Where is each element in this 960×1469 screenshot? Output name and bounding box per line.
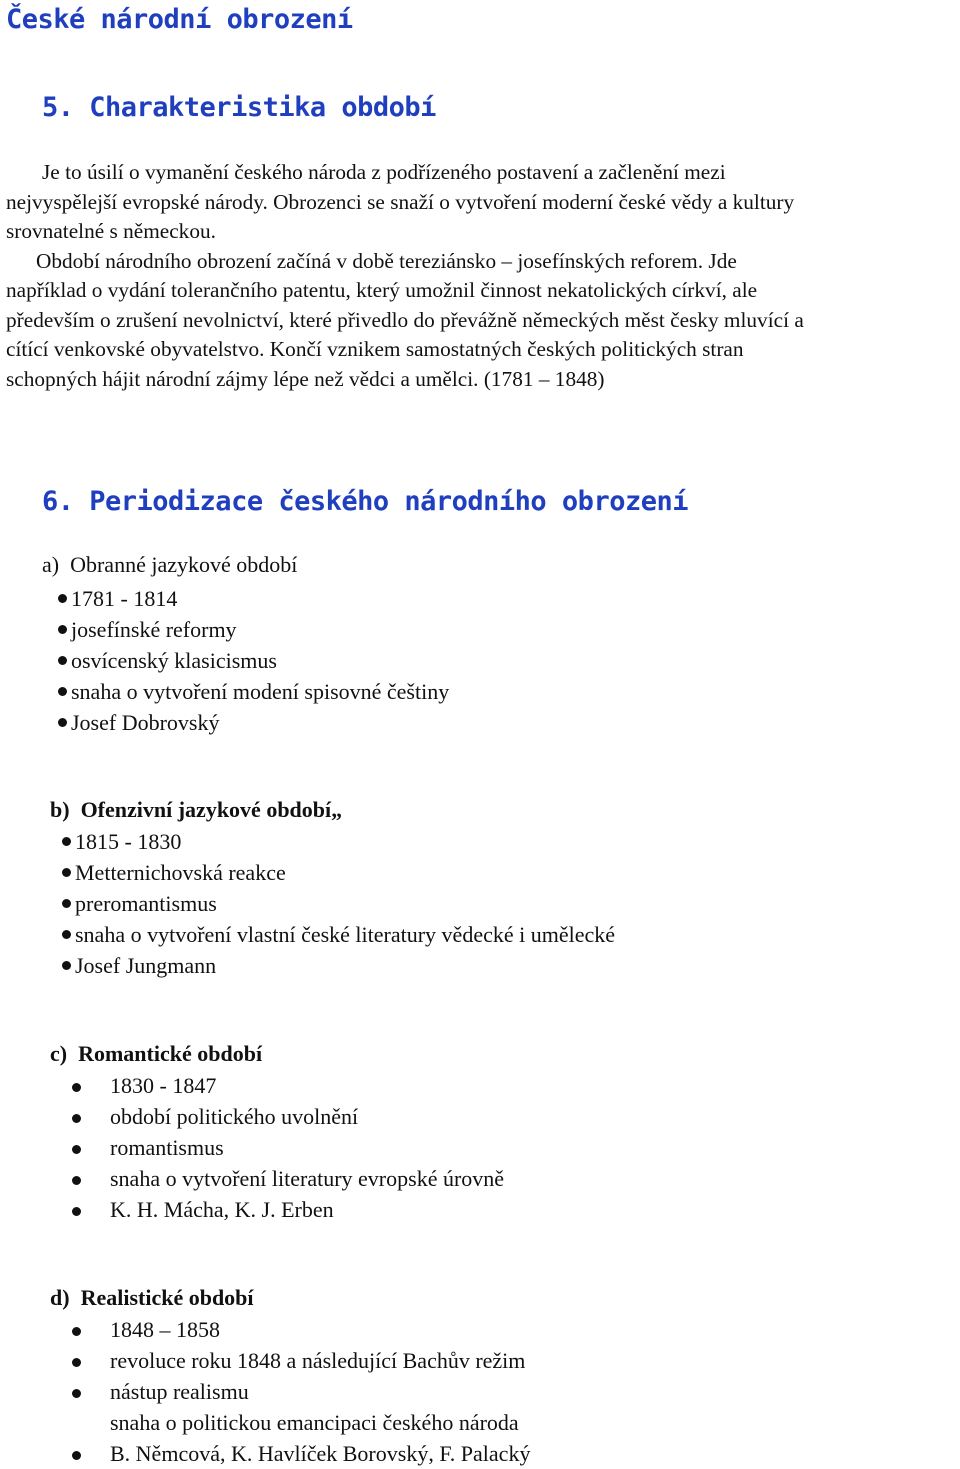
list-item: snaha o vytvoření vlastní české literatury vědecké i umělecké [56, 919, 615, 950]
list-item: josefínské reformy [52, 614, 449, 645]
bullet-icon [62, 868, 71, 877]
bullet-icon [58, 687, 67, 696]
bullet-icon [72, 1358, 81, 1367]
bullet-icon [72, 1176, 81, 1185]
bullet-icon [72, 1083, 81, 1092]
period-b-list [56, 826, 615, 981]
paragraph-line: především o zrušení nevolnictví, které přivedlo do převážně německých měst česky mluvící a [6, 307, 804, 332]
bullet-icon [72, 1327, 81, 1336]
bullet-icon [72, 1389, 81, 1398]
period-d-list [0, 1314, 700, 1469]
list-item: snaha o vytvoření literatury evropské úrovně [0, 1163, 700, 1194]
list-item: preromantismus [56, 888, 615, 919]
bullet-icon [62, 899, 71, 908]
bullet-icon [62, 930, 71, 939]
list-item: období politického uvolnění [0, 1101, 700, 1132]
bullet-icon [58, 625, 67, 634]
list-item: Josef Jungmann [56, 950, 615, 981]
paragraph-line: schopných hájit národní zájmy lépe než vědci a umělci. (1781 – 1848) [6, 366, 605, 391]
list-item: K. H. Mácha, K. J. Erben [0, 1194, 700, 1225]
period-d-heading: d) Realistické období [50, 1285, 254, 1310]
list-item: revoluce roku 1848 a následující Bachův režim [0, 1345, 700, 1376]
bullet-icon [72, 1451, 81, 1460]
list-item: Metternichovská reakce [56, 857, 615, 888]
paragraph-line: Je to úsilí o vymanění českého národa z podřízeného postavení a začlenění mezi [42, 160, 726, 184]
period-c-heading: c) Romantické období [50, 1041, 263, 1066]
paragraph-line: cítící venkovské obyvatelstvo. Končí vznikem samostatných českých politických stran [6, 337, 744, 361]
bullet-icon [72, 1145, 81, 1154]
period-c-list [0, 1070, 700, 1225]
bullet-icon [62, 961, 71, 970]
paragraph-line: Období národního obrození začíná v době tereziánsko – josefínských reforem. Jde [36, 248, 737, 273]
section-6-heading: 6. Periodizace českého národního obrození [42, 486, 688, 517]
bullet-icon [58, 656, 67, 665]
paragraph-line: nejvyspělejší evropské národy. Obrozenci se snaží o vytvoření moderní české vědy a kultury [6, 189, 795, 214]
list-item: snaha o vytvoření modení spisovné češtiny [52, 676, 449, 707]
section-5-paragraph [6, 158, 958, 394]
list-item: snaha o politickou emancipaci českého národa [110, 1410, 519, 1435]
list-item: 1848 – 1858 [0, 1314, 700, 1345]
bullet-icon [72, 1114, 81, 1123]
bullet-icon [72, 1207, 81, 1216]
list-item: osvícenský klasicismus [52, 645, 449, 676]
list-item: 1830 - 1847 [0, 1070, 700, 1101]
list-item: nástup realismu [0, 1376, 700, 1407]
page-title: České národní obrození [6, 4, 353, 35]
list-item: 1815 - 1830 [56, 826, 615, 857]
paragraph-line: například o vydání tolerančního patentu, který umožnil činnost nekatolických církví, ale [6, 278, 758, 302]
list-item: B. Němcová, K. Havlíček Borovský, F. Palacký [0, 1438, 700, 1469]
period-b-heading: b) Ofenzivní jazykové období„ [50, 797, 343, 822]
bullet-icon [58, 594, 67, 603]
period-a-heading: a) Obranné jazykové období [42, 552, 298, 577]
bullet-icon [58, 718, 67, 727]
period-a-list [52, 583, 449, 738]
bullet-icon [62, 837, 71, 846]
list-item: romantismus [0, 1132, 700, 1163]
paragraph-line: srovnatelné s německou. [6, 219, 216, 243]
list-item: Josef Dobrovský [52, 707, 449, 738]
section-5-heading: 5. Charakteristika období [42, 92, 436, 123]
list-item: 1781 - 1814 [52, 583, 449, 614]
